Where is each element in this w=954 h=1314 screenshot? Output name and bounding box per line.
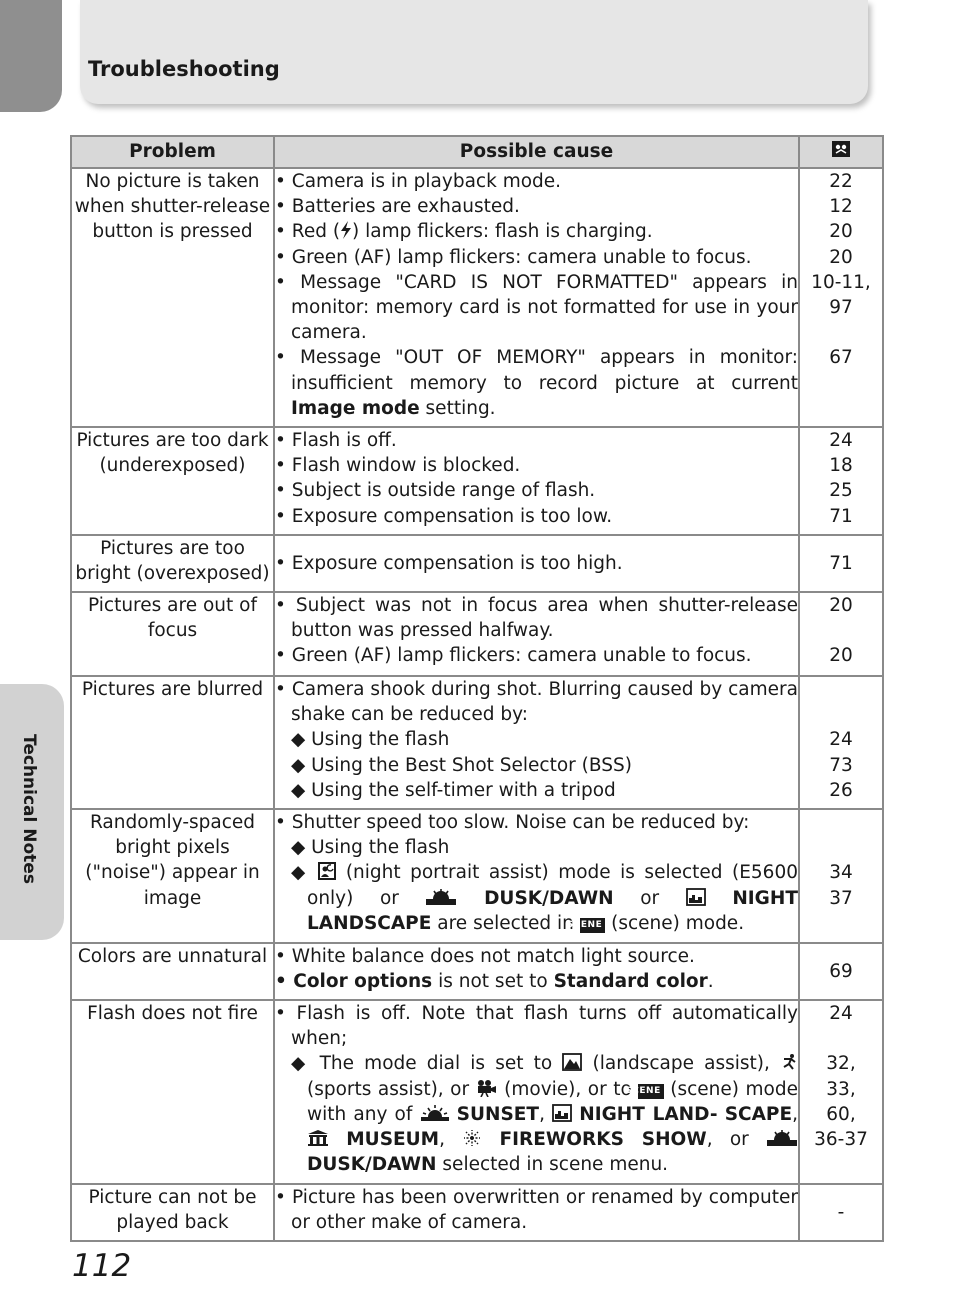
page-ref: 73 bbox=[829, 754, 853, 776]
image-mode-label: Image mode bbox=[291, 397, 420, 419]
flash-lightning-icon bbox=[340, 221, 352, 239]
reference-page-icon bbox=[831, 139, 851, 159]
problem-cell: Randomly-spaced bright pixels ("noise") appear in image bbox=[71, 809, 274, 943]
cause-text: • Red ( bbox=[275, 221, 341, 243]
page-ref-cell bbox=[799, 168, 883, 427]
cause-text: , or bbox=[706, 1129, 749, 1151]
cause-text: (movie), or to bbox=[504, 1078, 632, 1100]
page-ref bbox=[800, 677, 882, 702]
table-row bbox=[71, 168, 883, 427]
cause-line: • Green (AF) lamp flickers: camera unable to focus. bbox=[275, 645, 752, 667]
page-ref-cell bbox=[799, 676, 883, 809]
page-ref: 20 bbox=[829, 221, 853, 243]
page-ref-cell bbox=[799, 535, 883, 592]
page-ref-cell bbox=[799, 592, 883, 676]
cause-text: (scene) mode. bbox=[611, 912, 745, 934]
cause-text: (landscape assist), bbox=[592, 1053, 770, 1075]
cause-subline: ◆ (night portrait assist) mode is selected (E5600 only) or DUSK/DAWN or NIGHT LANDSCAPE are selected in SCENE (scene) mode. bbox=[291, 862, 798, 934]
cause-text: lamp flickers: flash is charging. bbox=[365, 221, 653, 243]
page-ref-cell bbox=[799, 1000, 883, 1184]
cause-line: • Color options is not set to Standard color. bbox=[275, 971, 714, 993]
cause-line: • Message "CARD IS NOT FORMATTED" appears in monitor: memory card is not formatted for use in your camera. bbox=[275, 271, 798, 344]
table-row bbox=[71, 427, 883, 535]
cause-line bbox=[275, 345, 798, 421]
page-ref bbox=[800, 810, 882, 835]
landscape-icon bbox=[562, 1053, 582, 1071]
fireworks-icon bbox=[462, 1129, 482, 1147]
cause-text: (scene) mode with any of bbox=[307, 1078, 798, 1125]
cause-text: selected in scene menu. bbox=[442, 1154, 669, 1176]
cause-cell bbox=[274, 676, 799, 809]
page-ref: 32, bbox=[826, 1053, 856, 1075]
night-landscape-icon bbox=[552, 1104, 572, 1122]
dusk-dawn-label: DUSK/DAWN bbox=[484, 887, 614, 909]
column-header-page bbox=[799, 136, 883, 168]
cause-line: • Picture has been overwritten or renamed by computer or other make of camera. bbox=[275, 1187, 798, 1234]
problem-cell: Pictures are too bright (overexposed) bbox=[71, 535, 274, 592]
cause-text: ◆ The mode dial is set to bbox=[291, 1053, 553, 1075]
scene-mode-icon: SCENE bbox=[638, 1084, 663, 1099]
cause-subline: ◆ Using the flash bbox=[291, 729, 450, 751]
cause-cell bbox=[274, 1000, 799, 1184]
page-ref-cell bbox=[799, 1184, 883, 1241]
dusk-dawn-label: DUSK/DAWN bbox=[307, 1154, 437, 1176]
page-ref: 18 bbox=[829, 455, 853, 477]
cause-line: • Exposure compensation is too low. bbox=[275, 505, 613, 527]
scene-mode-icon: SCENE bbox=[580, 918, 605, 933]
cause-cell bbox=[274, 592, 799, 676]
cause-text: (sports assist), or bbox=[307, 1078, 470, 1100]
page-ref: 12 bbox=[829, 196, 853, 218]
cause-text: ) bbox=[352, 221, 360, 243]
cause-cell bbox=[274, 809, 799, 943]
page-ref: 25 bbox=[829, 480, 853, 502]
table-header-row bbox=[71, 136, 883, 168]
dusk-dawn-icon bbox=[766, 1129, 798, 1147]
page-ref bbox=[800, 702, 882, 727]
page-ref: 24 bbox=[829, 1003, 853, 1024]
table-row bbox=[71, 1184, 883, 1241]
page-ref: 60, bbox=[826, 1103, 856, 1125]
cause-line: • Subject was not in focus area when shutter-release button was pressed halfway. bbox=[275, 595, 798, 642]
page-ref: 34 bbox=[829, 862, 853, 884]
dusk-dawn-icon bbox=[425, 888, 457, 906]
page-ref: 33, bbox=[826, 1078, 856, 1100]
color-options-label: • Color options bbox=[275, 971, 433, 993]
cause-line: • Exposure compensation is too high. bbox=[275, 552, 623, 574]
page-ref: 71 bbox=[829, 552, 853, 574]
column-header-cause: Possible cause bbox=[274, 136, 799, 168]
page-ref: 24 bbox=[829, 430, 853, 451]
top-corner-tab bbox=[0, 0, 62, 112]
page-ref: 71 bbox=[829, 505, 853, 527]
cause-subline: ◆ The mode dial is set to (landscape assist), (sports assist), or (movie), or to SCENE (scene) mode with any of SUNSET, NIGHT LAND- SCAPE, MUSEUM, FIREWORKS SHOW, or DUSK/DAWN selected in scene menu. bbox=[291, 1053, 798, 1176]
column-header-problem: Problem bbox=[71, 136, 274, 168]
page-ref bbox=[800, 618, 882, 643]
sports-icon bbox=[780, 1053, 798, 1071]
night-landscape-label-cont: SCAPE bbox=[724, 1103, 793, 1125]
cause-cell bbox=[274, 427, 799, 535]
cause-line bbox=[275, 219, 798, 244]
problem-cell: Pictures are blurred bbox=[71, 676, 274, 809]
page-ref: 69 bbox=[829, 960, 853, 982]
night-portrait-icon bbox=[318, 862, 336, 880]
sunset-label: SUNSET bbox=[456, 1103, 540, 1125]
cause-text: or bbox=[640, 887, 660, 909]
cause-text: (night portrait assist) mode is selected (E5600 only) or bbox=[307, 862, 798, 909]
cause-text: • Message "OUT OF MEMORY" appears in monitor: insufficient memory to record picture at current bbox=[275, 347, 798, 394]
movie-icon bbox=[476, 1079, 498, 1097]
night-landscape-label: NIGHT LANDSCAPE bbox=[307, 887, 798, 934]
page-ref: - bbox=[837, 1201, 845, 1223]
cause-cell bbox=[274, 943, 799, 1000]
cause-line: • Subject is outside range of flash. bbox=[275, 480, 596, 502]
cause-line: • Flash is off. Note that flash turns off automatically when; bbox=[275, 1003, 798, 1050]
page-ref: 97 bbox=[829, 296, 853, 318]
page-ref-cell bbox=[799, 427, 883, 535]
cause-subline: ◆ Using the Best Shot Selector (BSS) bbox=[291, 754, 632, 776]
page-ref: 20 bbox=[829, 645, 853, 667]
page-ref: 20 bbox=[829, 595, 853, 616]
page-ref: 10-11, bbox=[811, 271, 871, 293]
page-ref: 67 bbox=[829, 347, 853, 369]
problem-cell: Pictures are too dark (underexposed) bbox=[71, 427, 274, 535]
table-row bbox=[71, 592, 883, 676]
cause-cell bbox=[274, 535, 799, 592]
page-ref-cell bbox=[799, 809, 883, 943]
cause-subline: ◆ Using the flash bbox=[291, 837, 450, 859]
page-ref: 26 bbox=[829, 779, 853, 801]
cause-line: • Shutter speed too slow. Noise can be reduced by: bbox=[275, 812, 750, 833]
cause-text: are selected in bbox=[437, 912, 574, 934]
page-ref: 36-37 bbox=[814, 1128, 868, 1150]
table-row bbox=[71, 943, 883, 1000]
problem-cell: Flash does not fire bbox=[71, 1000, 274, 1184]
table-row bbox=[71, 535, 883, 592]
cause-line: • Camera shook during shot. Blurring caused by camera shake can be reduced by: bbox=[275, 679, 798, 726]
museum-icon bbox=[307, 1129, 329, 1147]
fireworks-label: FIREWORKS SHOW bbox=[499, 1129, 707, 1151]
problem-cell: Pictures are out of focus bbox=[71, 592, 274, 676]
cause-line: • Flash is off. bbox=[275, 430, 397, 451]
page-ref-cell bbox=[799, 943, 883, 1000]
cause-line: • Green (AF) lamp flickers: camera unable to focus. bbox=[275, 246, 752, 268]
cause-line: • Batteries are exhausted. bbox=[275, 196, 520, 218]
cause-line: • Camera is in playback mode. bbox=[275, 171, 562, 192]
problem-cell: Picture can not be played back bbox=[71, 1184, 274, 1241]
page-ref: 24 bbox=[829, 729, 853, 751]
table-row bbox=[71, 676, 883, 809]
standard-color-label: Standard color bbox=[553, 971, 708, 993]
cause-line: • White balance does not match light source. bbox=[275, 946, 695, 967]
cause-line: • Flash window is blocked. bbox=[275, 455, 521, 477]
museum-label: MUSEUM bbox=[346, 1129, 440, 1151]
troubleshooting-table bbox=[70, 135, 884, 1242]
night-landscape-label: NIGHT LAND- bbox=[579, 1103, 718, 1125]
table-row bbox=[71, 809, 883, 943]
cause-text: setting. bbox=[425, 397, 496, 419]
page-ref bbox=[800, 320, 882, 345]
cause-cell bbox=[274, 1184, 799, 1241]
problem-cell: Colors are unnatural bbox=[71, 943, 274, 1000]
problem-cell: No picture is taken when shutter-release button is pressed bbox=[71, 168, 274, 427]
page-ref: 37 bbox=[829, 887, 853, 909]
side-section-label: Technical Notes bbox=[19, 734, 39, 884]
header-bar bbox=[80, 0, 868, 104]
sunset-icon bbox=[420, 1104, 450, 1122]
cause-cell bbox=[274, 168, 799, 427]
page-ref bbox=[800, 1026, 882, 1051]
page-ref: 22 bbox=[829, 171, 853, 192]
page-ref: 20 bbox=[829, 246, 853, 268]
page-ref bbox=[800, 835, 882, 860]
night-landscape-icon bbox=[686, 888, 706, 906]
cause-subline: ◆ Using the self-timer with a tripod bbox=[291, 779, 616, 801]
table-row bbox=[71, 1000, 883, 1184]
page-title: Troubleshooting bbox=[88, 57, 280, 81]
cause-text: is not set to bbox=[438, 971, 548, 993]
page-number: 112 bbox=[72, 1248, 132, 1284]
